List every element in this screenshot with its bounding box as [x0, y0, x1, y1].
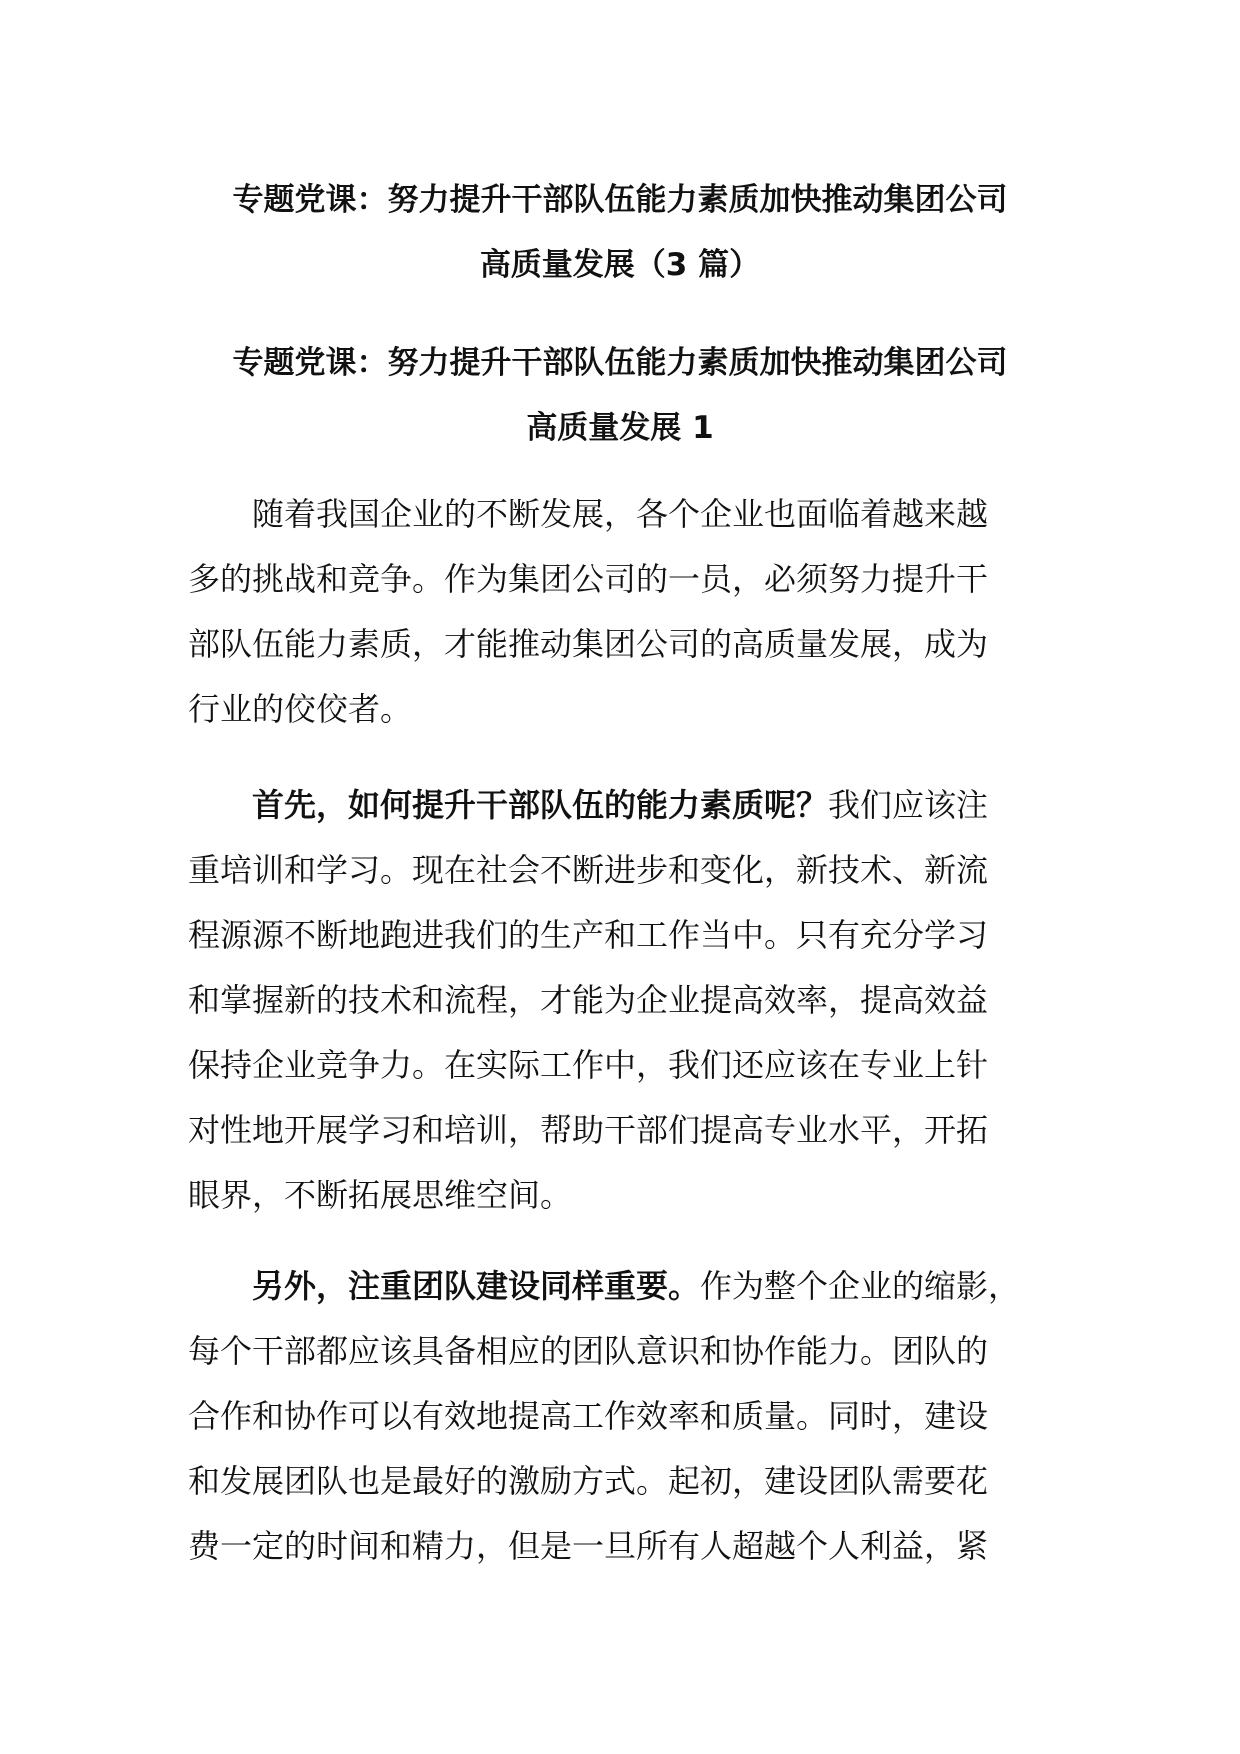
paragraph-line: 部队伍能力素质，才能推动集团公司的高质量发展，成为 [188, 625, 989, 663]
paragraph-line: 保持企业竞争力。在实际工作中，我们还应该在专业上针 [188, 1046, 989, 1084]
paragraph-line: 多的挑战和竞争。作为集团公司的一员，必须努力提升干 [188, 560, 989, 598]
section-title-line: 高质量发展 1 [526, 410, 714, 446]
paragraph-first-line [188, 773, 1068, 838]
paragraph-teamwork [188, 1254, 1068, 1579]
paragraph-line: 费一定的时间和精力，但是一旦所有人超越个人利益，紧 [188, 1527, 989, 1565]
document-title [150, 168, 1090, 298]
paragraph-lead-sentence: 首先，如何提升干部队伍的能力素质呢？ [252, 786, 829, 824]
section-title-line: 专题党课：努力提升干部队伍能力素质加快推动集团公司 [232, 345, 1008, 381]
paragraph-line: 对性地开展学习和培训，帮助干部们提高专业水平，开拓 [188, 1111, 989, 1149]
paragraph-training [188, 773, 1068, 1228]
paragraph-line: 眼界，不断拓展思维空间。 [188, 1176, 573, 1214]
document-title-line: 高质量发展（3 篇） [479, 247, 761, 283]
paragraph-line: 行业的佼佼者。 [188, 690, 413, 728]
paragraph-line: 程源源不断地跑进我们的生产和工作当中。只有充分学习 [188, 916, 989, 954]
paragraph-intro [188, 482, 1068, 742]
paragraph-line: 随着我国企业的不断发展，各个企业也面临着越来越 [252, 495, 989, 533]
paragraph-line: 合作和协作可以有效地提高工作效率和质量。同时，建设 [188, 1397, 989, 1435]
paragraph-line: 每个干部都应该具备相应的团队意识和协作能力。团队的 [188, 1332, 989, 1370]
paragraph-lead-sentence: 另外，注重团队建设同样重要。 [252, 1267, 701, 1305]
paragraph-line: 和发展团队也是最好的激励方式。起初，建设团队需要花 [188, 1462, 989, 1500]
paragraph-line-rest: 我们应该注 [828, 786, 989, 824]
paragraph-line-rest: 作为整个企业的缩影， [700, 1267, 1021, 1305]
section-title [150, 331, 1090, 461]
document-title-line: 专题党课：努力提升干部队伍能力素质加快推动集团公司 [232, 182, 1008, 218]
paragraph-line: 重培训和学习。现在社会不断进步和变化，新技术、新流 [188, 851, 989, 889]
paragraph-first-line [188, 1254, 1068, 1319]
paragraph-line: 和掌握新的技术和流程，才能为企业提高效率，提高效益 [188, 981, 989, 1019]
